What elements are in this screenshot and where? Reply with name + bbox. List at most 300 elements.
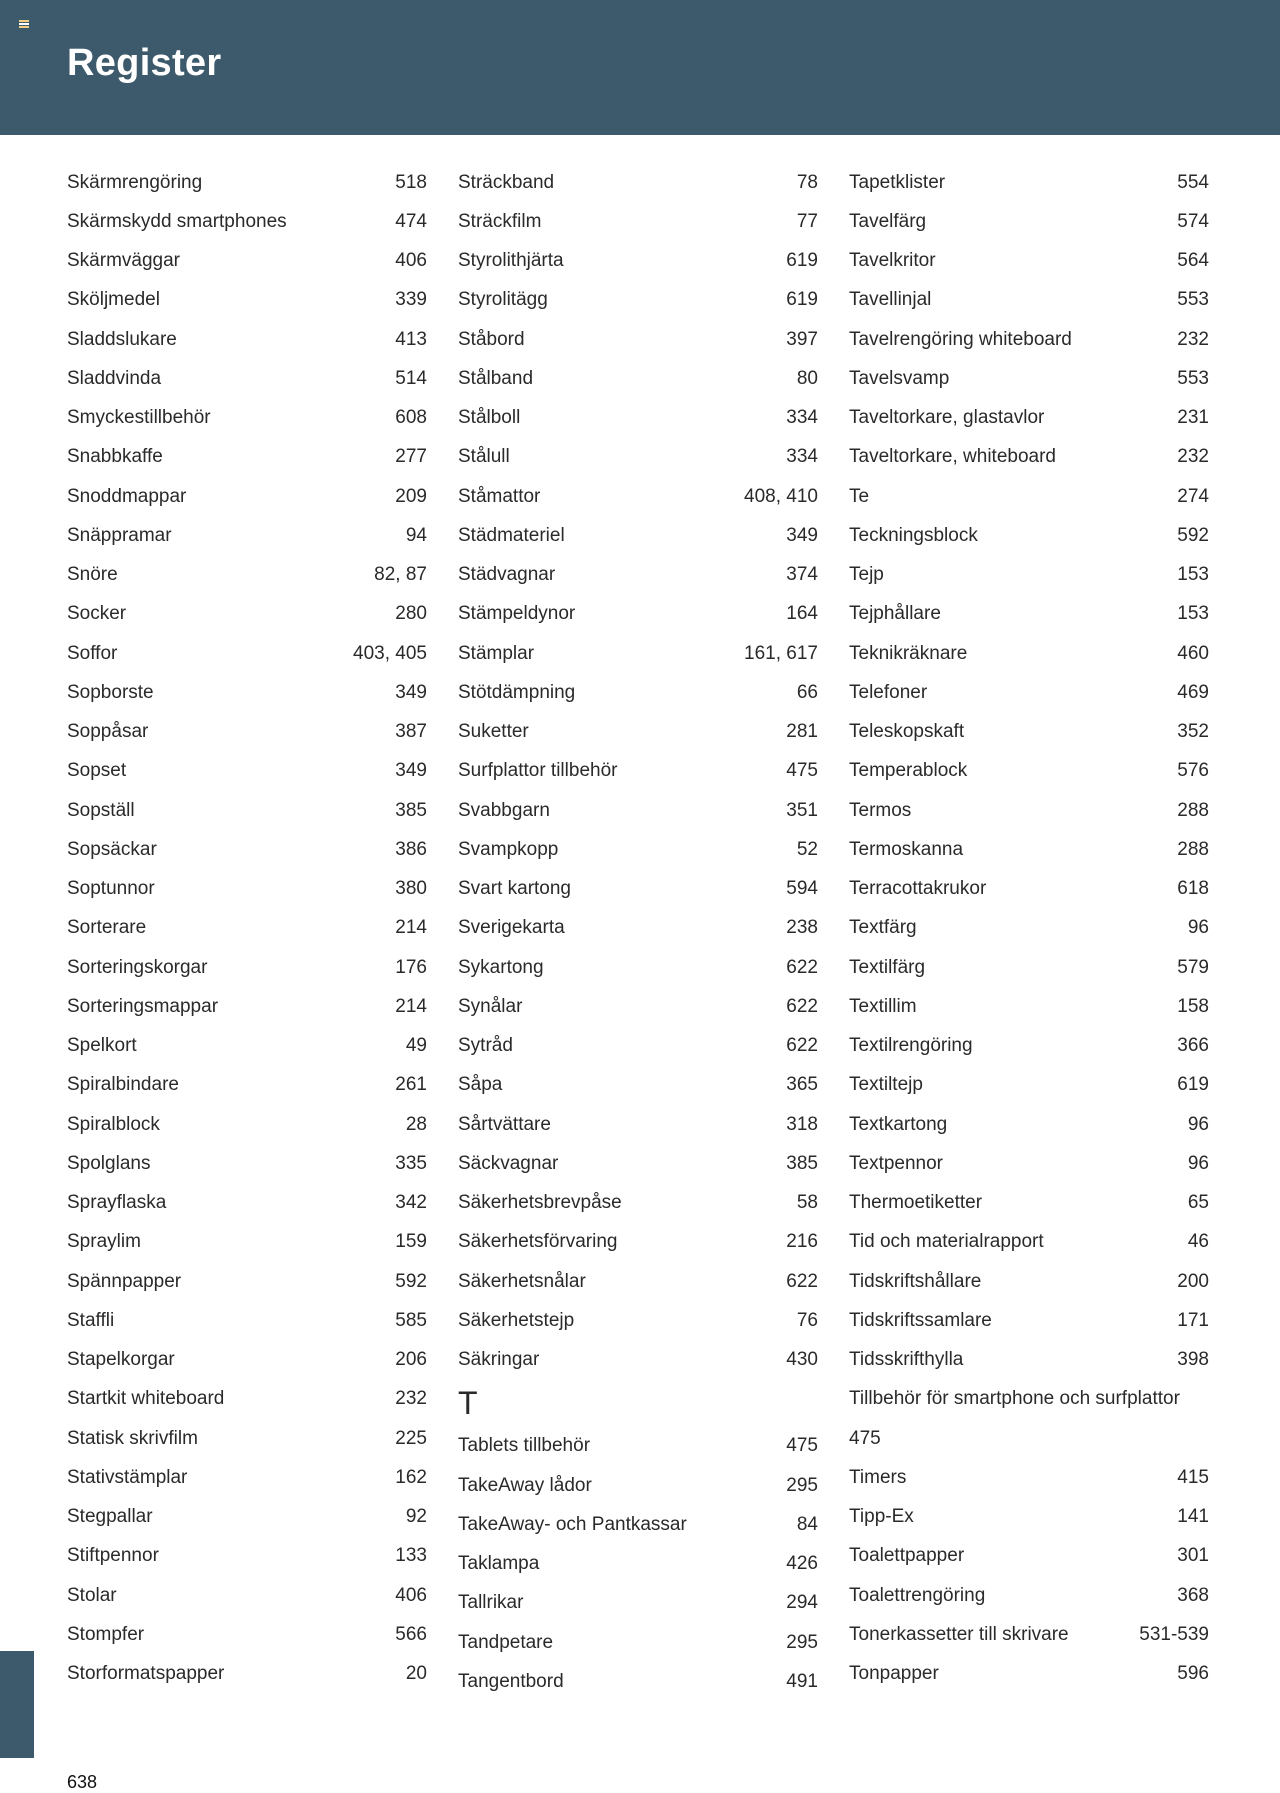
index-entry [849,242,1209,281]
index-term: Tavelrengöring whiteboard [849,328,1072,350]
index-term: Sopset [67,760,127,782]
index-pages: 566 [395,1623,427,1645]
index-pages: 386 [395,838,427,860]
index-entry [458,1341,818,1380]
index-entry [67,595,427,634]
index-entry [67,909,427,948]
index-entry [458,477,818,516]
index-pages: 365 [786,1074,818,1096]
index-entry [67,1301,427,1340]
index-term: Tillbehör för smartphone och surfplattor [849,1388,1180,1410]
index-pages: 622 [786,1270,818,1292]
index-term: Säckvagnar [458,1152,559,1174]
index-entry [849,1458,1209,1497]
index-term: Tavelfärg [849,210,927,232]
index-entry [458,752,818,791]
index-term: Svampkopp [458,838,559,860]
index-pages: 49 [405,1035,427,1057]
index-entry [849,830,1209,869]
index-entry [458,163,818,202]
index-entry [458,1262,818,1301]
index-pages: 214 [395,917,427,939]
index-entry [67,1223,427,1262]
index-entry [849,281,1209,320]
index-pages: 553 [1177,289,1209,311]
index-pages: 84 [796,1513,818,1535]
index-pages: 58 [796,1192,818,1214]
index-entry [458,830,818,869]
index-pages: 594 [786,878,818,900]
index-term: Sorterare [67,917,147,939]
index-entry [458,1427,818,1466]
index-pages: 622 [786,995,818,1017]
index-entry [458,595,818,634]
index-entry [67,870,427,909]
index-entry [458,556,818,595]
index-pages: 334 [786,446,818,468]
index-pages: 380 [395,878,427,900]
index-pages: 153 [1177,603,1209,625]
index-term: Textillim [849,995,917,1017]
index-term: Taklampa [458,1553,540,1575]
index-entry [458,202,818,241]
index-entry [67,1615,427,1654]
index-pages: 301 [1177,1545,1209,1567]
index-entry [849,1144,1209,1183]
index-term: Sträckband [458,171,555,193]
index-pages: 20 [405,1663,427,1685]
index-pages: 216 [786,1231,818,1253]
index-entry [458,987,818,1026]
index-entry [849,399,1209,438]
index-entry [849,870,1209,909]
index-term: Såpa [458,1074,503,1096]
index-pages: 238 [786,917,818,939]
index-entry [458,1623,818,1662]
index-pages: 295 [786,1631,818,1653]
index-pages: 28 [405,1113,427,1135]
index-entry [67,1184,427,1223]
index-entry [849,516,1209,555]
index-entry [458,1584,818,1623]
index-entry [458,516,818,555]
index-pages: 349 [786,524,818,546]
index-pages: 76 [796,1309,818,1331]
index-pages: 274 [1177,485,1209,507]
index-entry [849,359,1209,398]
index-term: Sträckfilm [458,210,542,232]
index-entry [458,673,818,712]
index-entry [849,320,1209,359]
index-entry [458,713,818,752]
index-pages: 475 [786,1435,818,1457]
index-term: Tapetklister [849,171,946,193]
index-term: Spraylim [67,1231,141,1253]
index-entry [458,1301,818,1340]
index-entry [67,477,427,516]
index-term: Teckningsblock [849,524,978,546]
index-entry [458,1144,818,1183]
index-entry [67,1144,427,1183]
index-pages: 261 [395,1074,427,1096]
index-pages: 334 [786,407,818,429]
index-term: Skärmskydd smartphones [67,210,287,232]
index-pages: 335 [395,1152,427,1174]
index-entry [67,752,427,791]
index-entry [67,202,427,241]
index-term: Tidsskrifthylla [849,1349,964,1371]
index-entry [67,399,427,438]
index-term: Säkerhetstejp [458,1309,575,1331]
index-pages: 474 [395,210,427,232]
index-entry [849,1615,1209,1654]
index-term: Timers [849,1466,907,1488]
index-pages: 351 [786,799,818,821]
index-pages: 368 [1177,1584,1209,1606]
index-term: Textiltejp [849,1074,923,1096]
index-pages: 574 [1177,210,1209,232]
index-entry [458,1105,818,1144]
index-term: Tidskriftshållare [849,1270,982,1292]
index-entry [67,713,427,752]
index-pages: 491 [786,1670,818,1692]
index-term: Sorteringskorgar [67,956,208,978]
index-pages: 206 [395,1349,427,1371]
index-term: Sorteringsmappar [67,995,219,1017]
index-pages: 231 [1177,407,1209,429]
index-term: Tavelkritor [849,250,936,272]
index-term: Spiralblock [67,1113,160,1135]
index-pages: 415 [1177,1466,1209,1488]
index-term: TakeAway lådor [458,1474,592,1496]
index-pages: 214 [395,995,427,1017]
index-term: Stapelkorgar [67,1349,175,1371]
index-term: Socker [67,603,127,625]
index-entry [458,1184,818,1223]
index-entry [67,1066,427,1105]
index-term: Ståmattor [458,485,541,507]
index-entry [458,399,818,438]
index-pages: 518 [395,171,427,193]
index-entry [67,359,427,398]
index-term: Textfärg [849,917,917,939]
index-entry [458,1066,818,1105]
index-pages: 281 [786,721,818,743]
index-column-1 [67,163,427,1694]
index-entry [67,673,427,712]
menu-icon[interactable] [19,20,29,28]
index-term: Teknikräknare [849,642,968,664]
index-entry [67,320,427,359]
index-term: Sopsäckar [67,838,157,860]
index-term: Smyckestillbehör [67,407,211,429]
index-pages: 176 [395,956,427,978]
index-pages: 352 [1177,721,1209,743]
index-pages: 159 [395,1231,427,1253]
index-term: Soptunnor [67,878,155,900]
index-term: Sprayflaska [67,1192,167,1214]
index-pages: 294 [786,1592,818,1614]
index-pages: 232 [1177,446,1209,468]
index-pages: 162 [395,1466,427,1488]
index-term: Styrolitägg [458,289,548,311]
index-term: Svart kartong [458,878,571,900]
index-term: Stämplar [458,642,535,664]
index-entry [67,438,427,477]
index-term: Spelkort [67,1035,137,1057]
index-pages: 564 [1177,250,1209,272]
index-pages: 158 [1177,995,1209,1017]
index-pages: 80 [796,367,818,389]
index-entry [458,1466,818,1505]
index-pages: 592 [395,1270,427,1292]
index-pages: 225 [395,1427,427,1449]
index-entry [458,634,818,673]
index-term: Tejp [849,564,884,586]
index-term: Synålar [458,995,523,1017]
index-pages: 342 [395,1192,427,1214]
index-term: Termoskanna [849,838,964,860]
index-entry [458,281,818,320]
index-pages: 232 [1177,328,1209,350]
index-entry [458,948,818,987]
index-term: Taveltorkare, glastavlor [849,407,1045,429]
index-pages: 349 [395,760,427,782]
index-entry [458,1505,818,1544]
index-entry [67,1576,427,1615]
index-pages: 164 [786,603,818,625]
index-pages: 576 [1177,760,1209,782]
index-entry [67,1458,427,1497]
index-term: Sladdvinda [67,367,162,389]
index-term: Tandpetare [458,1631,554,1653]
index-entry [849,1105,1209,1144]
index-pages: 398 [1177,1349,1209,1371]
index-term: Startkit whiteboard [67,1388,225,1410]
index-pages: 622 [786,1035,818,1057]
index-term: Tablets tillbehör [458,1435,591,1457]
index-term: Sykartong [458,956,544,978]
index-term: Toalettpapper [849,1545,965,1567]
index-term: Te [849,485,870,507]
index-pages: 618 [1177,878,1209,900]
index-pages: 385 [786,1152,818,1174]
index-pages: 318 [786,1113,818,1135]
index-term: Thermoetiketter [849,1192,983,1214]
index-pages: 339 [395,289,427,311]
index-entry [849,752,1209,791]
index-entry [458,1545,818,1584]
index-term: Städmateriel [458,524,565,546]
index-column-2 [458,163,818,1702]
index-term: Tejphållare [849,603,941,625]
index-pages: 96 [1187,1152,1209,1174]
index-term: Stolar [67,1584,117,1606]
index-term: Telefoner [849,681,928,703]
index-term: Spiralbindare [67,1074,179,1096]
index-term: Städvagnar [458,564,556,586]
index-entry [849,1380,1209,1419]
index-term: Tavellinjal [849,289,932,311]
index-term: Säkerhetsförvaring [458,1231,618,1253]
index-pages: 46 [1187,1231,1209,1253]
index-entry [849,1537,1209,1576]
index-pages: 82, 87 [374,564,427,586]
index-term: Surfplattor tillbehör [458,760,618,782]
index-entry [458,791,818,830]
index-pages: 232 [395,1388,427,1410]
index-term: Snöre [67,564,118,586]
index-term: Suketter [458,721,529,743]
index-pages: 295 [786,1474,818,1496]
index-pages: 387 [395,721,427,743]
index-entry [849,438,1209,477]
index-pages: 374 [786,564,818,586]
index-term: Teleskopskaft [849,721,965,743]
index-term: Stegpallar [67,1506,153,1528]
index-entry [458,1223,818,1262]
page-title: Register [67,42,222,84]
index-pages: 161, 617 [744,642,818,664]
index-pages: 288 [1177,838,1209,860]
index-entry [67,634,427,673]
index-term: Ståbord [458,328,525,350]
index-entry [849,1341,1209,1380]
index-term: Säkringar [458,1349,540,1371]
index-term: Stålboll [458,407,521,429]
index-term: Textpennor [849,1152,944,1174]
index-pages: 585 [395,1309,427,1331]
index-entry [849,1262,1209,1301]
index-entry [849,987,1209,1026]
index-entry [849,556,1209,595]
index-pages: 171 [1177,1309,1209,1331]
index-pages: 280 [395,603,427,625]
index-term: Stålband [458,367,534,389]
index-entry [67,1105,427,1144]
index-entry [67,163,427,202]
index-pages: 619 [786,250,818,272]
index-term: Tidskriftssamlare [849,1309,992,1331]
index-term: Spännpapper [67,1270,182,1292]
index-entry [458,320,818,359]
index-pages: 385 [395,799,427,821]
index-entry [67,1341,427,1380]
index-entry [458,1027,818,1066]
index-term: Temperablock [849,760,968,782]
index-entry [849,1576,1209,1615]
index-pages: 579 [1177,956,1209,978]
index-entry [67,516,427,555]
index-term: Stålull [458,446,510,468]
index-term: Snabbkaffe [67,446,163,468]
index-entry [849,1184,1209,1223]
index-entry [849,202,1209,241]
index-entry [849,1419,1209,1458]
index-pages: 413 [395,328,427,350]
index-term: Skärmväggar [67,250,180,272]
index-entry [67,987,427,1026]
index-pages: 460 [1177,642,1209,664]
page-number: 638 [67,1772,98,1792]
index-entry [849,909,1209,948]
index-pages: 96 [1187,917,1209,939]
index-term: Styrolithjärta [458,250,564,272]
index-pages: 622 [786,956,818,978]
index-term: Sverigekarta [458,917,565,939]
index-entry [849,595,1209,634]
index-entry [849,1655,1209,1694]
index-term: Sköljmedel [67,289,160,311]
index-term: Sårtvättare [458,1113,551,1135]
index-entry [849,1066,1209,1105]
index-entry [849,948,1209,987]
index-pages: 596 [1177,1663,1209,1685]
index-pages: 397 [786,328,818,350]
index-pages: 200 [1177,1270,1209,1292]
index-term: 475 [849,1427,881,1449]
index-pages: 619 [786,289,818,311]
index-term: Stötdämpning [458,681,576,703]
index-pages: 608 [395,407,427,429]
index-pages: 406 [395,1584,427,1606]
index-entry [849,791,1209,830]
index-term: Sladdslukare [67,328,177,350]
section-letter: T [458,1384,478,1421]
index-pages: 288 [1177,799,1209,821]
index-pages: 133 [395,1545,427,1567]
index-entry [458,909,818,948]
index-entry [849,1027,1209,1066]
index-entry [67,948,427,987]
index-term: Tavelsvamp [849,367,950,389]
index-term: Sopborste [67,681,154,703]
index-term: Toalettrengöring [849,1584,986,1606]
index-term: Tonpapper [849,1663,939,1685]
index-entry [67,1027,427,1066]
index-entry [67,556,427,595]
index-entry [458,359,818,398]
index-pages: 514 [395,367,427,389]
index-term: Tipp-Ex [849,1506,914,1528]
index-pages: 469 [1177,681,1209,703]
page-header [0,0,1280,135]
index-term: Storformatspapper [67,1663,225,1685]
index-pages: 592 [1177,524,1209,546]
index-term: Spolglans [67,1152,151,1174]
index-entry [67,1262,427,1301]
index-term: Textilrengöring [849,1035,973,1057]
index-term: Tangentbord [458,1670,564,1692]
index-pages: 366 [1177,1035,1209,1057]
index-term: Snäppramar [67,524,172,546]
index-term: Statisk skrivfilm [67,1427,198,1449]
index-pages: 277 [395,446,427,468]
index-entry [67,1380,427,1419]
index-entry [849,1301,1209,1340]
index-pages: 349 [395,681,427,703]
index-term: Tallrikar [458,1592,524,1614]
index-pages: 52 [796,838,818,860]
index-entry [67,1419,427,1458]
index-pages: 209 [395,485,427,507]
index-term: Terracottakrukor [849,878,987,900]
index-entry [849,163,1209,202]
index-entry [849,1223,1209,1262]
index-pages: 77 [796,210,818,232]
index-pages: 92 [405,1506,427,1528]
index-pages: 619 [1177,1074,1209,1096]
